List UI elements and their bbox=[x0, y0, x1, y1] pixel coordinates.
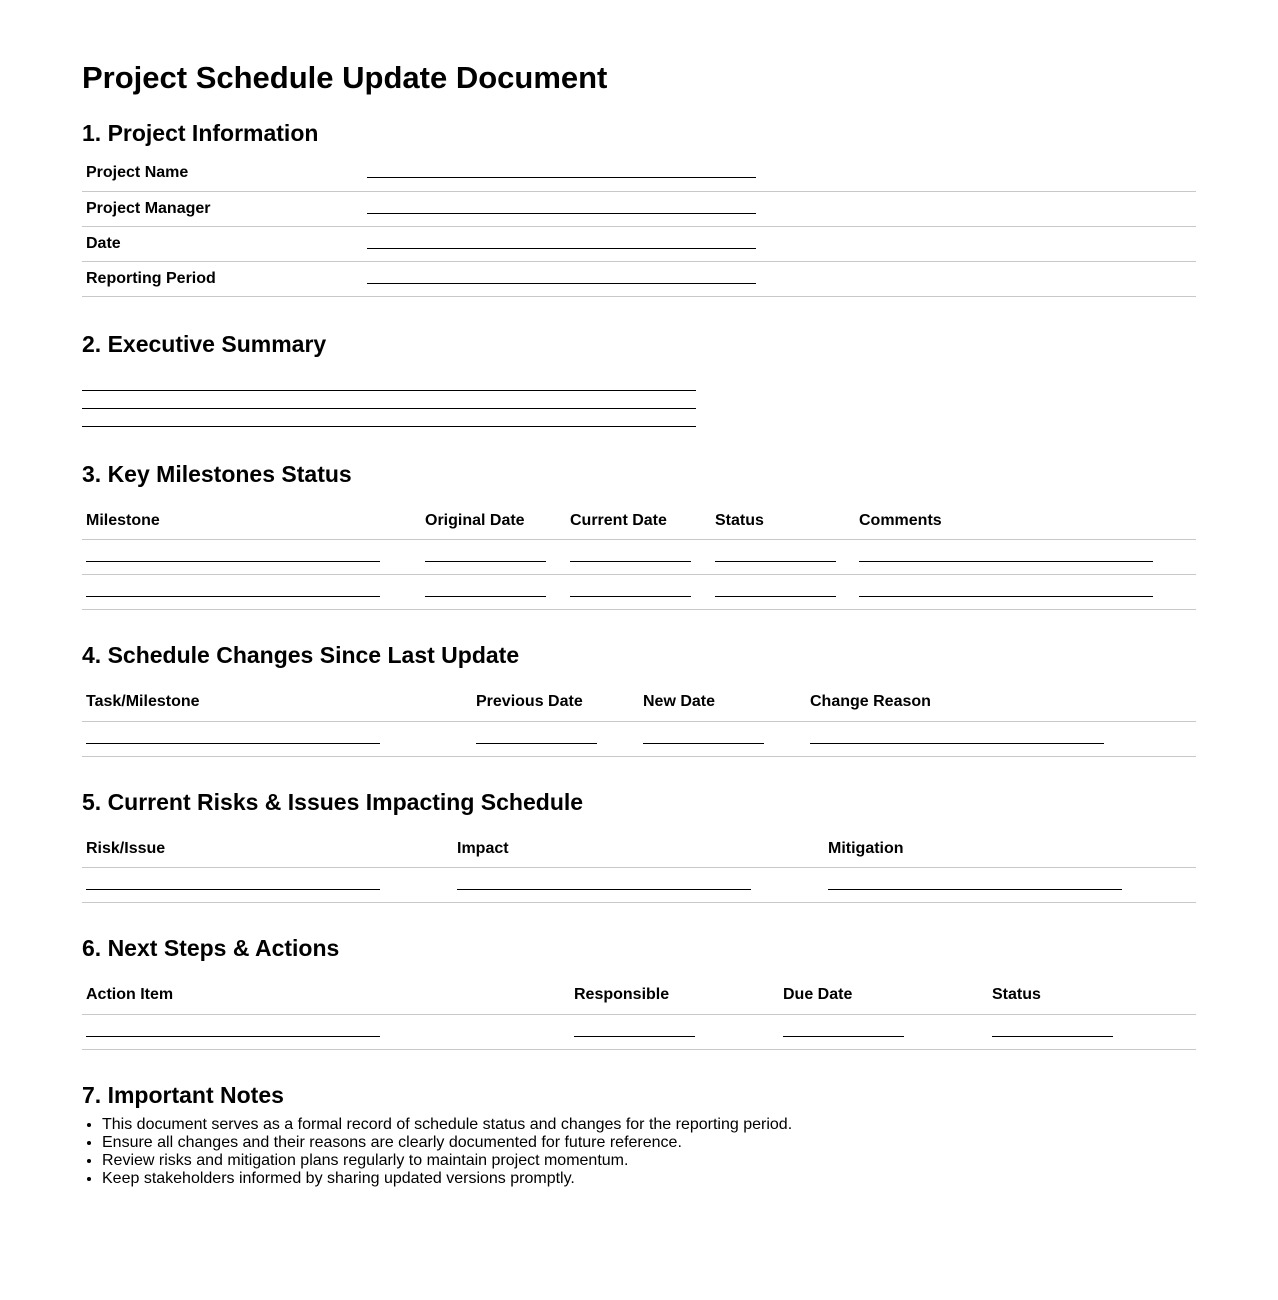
cell-blank[interactable] bbox=[711, 575, 855, 610]
section-heading-key-milestones: 3. Key Milestones Status bbox=[82, 460, 352, 487]
cell-blank[interactable] bbox=[570, 1014, 779, 1049]
cell-blank[interactable] bbox=[779, 1014, 988, 1049]
notes-list bbox=[82, 1116, 1196, 1188]
info-row-project-manager bbox=[82, 191, 1196, 226]
column-header: Current Date bbox=[570, 511, 667, 529]
cell-blank[interactable] bbox=[639, 721, 806, 756]
section-heading-next-steps: 6. Next Steps & Actions bbox=[82, 935, 340, 961]
cell-blank[interactable] bbox=[711, 540, 855, 575]
cell-blank[interactable] bbox=[82, 575, 421, 610]
info-row-reporting-period bbox=[82, 261, 1196, 296]
list-item: • Ensure all changes and their reasons are clearly documented for future reference. bbox=[102, 1134, 1196, 1152]
info-row-date bbox=[82, 226, 1196, 261]
blank-line bbox=[82, 391, 696, 409]
section-heading-executive-summary: 2. Executive Summary bbox=[82, 330, 327, 357]
document-title: Project Schedule Update Document bbox=[82, 60, 608, 95]
field-label: Project Name bbox=[86, 164, 189, 182]
cell-blank[interactable] bbox=[82, 540, 421, 575]
field-label: Reporting Period bbox=[86, 269, 216, 287]
cell-blank[interactable] bbox=[566, 575, 711, 610]
table-row bbox=[82, 575, 1196, 610]
column-header: Change Reason bbox=[810, 693, 931, 711]
column-header: Status bbox=[715, 511, 764, 529]
list-item: • Review risks and mitigation plans regularly to maintain project momentum. bbox=[102, 1152, 1196, 1170]
cell-blank[interactable] bbox=[453, 868, 824, 903]
column-header: Status bbox=[992, 986, 1041, 1004]
section-heading-project-information: 1. Project Information bbox=[82, 120, 319, 146]
table-header-row bbox=[82, 503, 1196, 540]
column-header: Milestone bbox=[86, 511, 160, 529]
executive-summary-lines[interactable] bbox=[82, 373, 1196, 427]
field-blank[interactable] bbox=[363, 261, 1196, 296]
cell-blank[interactable] bbox=[421, 540, 566, 575]
next-steps-table bbox=[82, 977, 1196, 1050]
cell-blank[interactable] bbox=[472, 721, 639, 756]
field-blank[interactable] bbox=[363, 226, 1196, 261]
field-blank[interactable] bbox=[363, 156, 1196, 191]
info-row-project-name bbox=[82, 156, 1196, 191]
section-heading-important-notes: 7. Important Notes bbox=[82, 1081, 284, 1108]
cell-blank[interactable] bbox=[855, 540, 1196, 575]
milestones-table bbox=[82, 503, 1196, 611]
column-header: Mitigation bbox=[828, 839, 904, 857]
column-header: Comments bbox=[859, 511, 942, 529]
cell-blank[interactable] bbox=[566, 540, 711, 575]
table-header-row bbox=[82, 684, 1196, 721]
cell-blank[interactable] bbox=[82, 1014, 570, 1049]
section-heading-risks-issues: 5. Current Risks & Issues Impacting Schedule bbox=[82, 788, 584, 815]
risks-issues-table bbox=[82, 831, 1196, 904]
cell-blank[interactable] bbox=[855, 575, 1196, 610]
field-label: Project Manager bbox=[86, 199, 211, 217]
list-item: • This document serves as a formal record of schedule status and changes for the reporting period. bbox=[102, 1116, 1196, 1134]
column-header: Previous Date bbox=[476, 693, 583, 711]
project-information-table bbox=[82, 156, 1196, 297]
column-header: Due Date bbox=[783, 986, 853, 1004]
column-header: New Date bbox=[643, 693, 716, 711]
table-row bbox=[82, 1014, 1196, 1049]
cell-blank[interactable] bbox=[988, 1014, 1196, 1049]
field-blank[interactable] bbox=[363, 191, 1196, 226]
column-header: Original Date bbox=[425, 511, 525, 529]
cell-blank[interactable] bbox=[82, 721, 472, 756]
cell-blank[interactable] bbox=[806, 721, 1196, 756]
column-header: Impact bbox=[457, 839, 509, 857]
column-header: Action Item bbox=[86, 986, 174, 1004]
cell-blank[interactable] bbox=[421, 575, 566, 610]
blank-line bbox=[82, 409, 696, 427]
cell-blank[interactable] bbox=[824, 868, 1196, 903]
schedule-changes-table bbox=[82, 684, 1196, 757]
column-header: Responsible bbox=[574, 986, 670, 1004]
section-heading-schedule-changes: 4. Schedule Changes Since Last Update bbox=[82, 642, 520, 668]
table-header-row bbox=[82, 831, 1196, 868]
column-header: Task/Milestone bbox=[86, 693, 200, 711]
table-row bbox=[82, 721, 1196, 756]
blank-line bbox=[82, 373, 696, 391]
list-item: • Keep stakeholders informed by sharing updated versions promptly. bbox=[102, 1170, 1196, 1188]
column-header: Risk/Issue bbox=[86, 839, 166, 857]
table-header-row bbox=[82, 977, 1196, 1014]
field-label: Date bbox=[86, 234, 121, 252]
cell-blank[interactable] bbox=[82, 868, 453, 903]
table-row bbox=[82, 868, 1196, 903]
table-row bbox=[82, 540, 1196, 575]
